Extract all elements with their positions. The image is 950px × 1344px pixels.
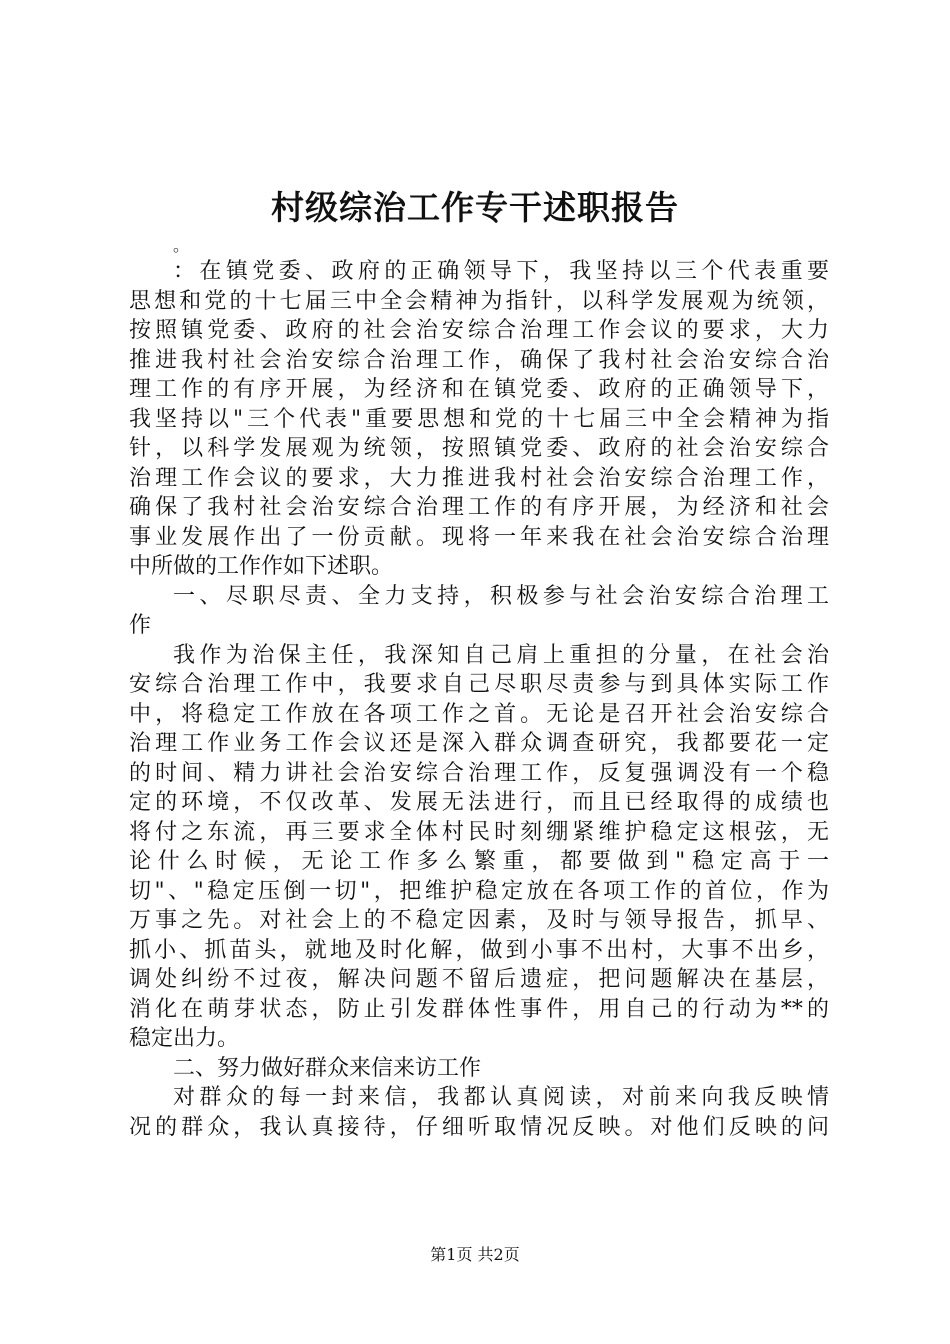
body-text-line: 调处纠纷不过夜，解决问题不留后遗症，把问题解决在基层，: [129, 967, 829, 992]
body-text-line: 中所做的工作作如下述职。: [129, 554, 394, 579]
body-text-line: 万事之先。对社会上的不稳定因素，及时与领导报告，抓早、: [129, 908, 829, 933]
body-text-line: 将付之东流，再三要求全体村民时刻绷紧维护稳定这根弦，无: [129, 819, 829, 845]
body-text-line: ：在镇党委、政府的正确领导下，我坚持以三个代表重要: [173, 259, 829, 284]
body-text-line: 思想和党的十七届三中全会精神为指针，以科学发展观为统领，: [129, 288, 829, 314]
body-text-line: 确保了我村社会治安综合治理工作的有序开展，为经济和社会: [129, 495, 829, 520]
body-text-line: 稳定出力。: [129, 1026, 240, 1051]
body-text-line: 中，将稳定工作放在各项工作之首。无论是召开社会治安综合: [129, 701, 829, 727]
body-text-line: 作: [129, 613, 152, 638]
body-text-line: 一、尽职尽责、全力支持，积极参与社会治安综合治理工: [173, 583, 829, 609]
body-text-line: 论什么时候，无论工作多么繁重，都要做到"稳定高于一: [129, 849, 829, 874]
body-text-line: 推进我村社会治安综合治理工作，确保了我村社会治安综合治: [129, 347, 829, 373]
document-title: 村级综治工作专干述职报告: [271, 188, 679, 227]
body-text-line: 消化在萌芽状态，防止引发群体性事件，用自己的行动为**的: [129, 996, 829, 1022]
body-text-line: 我坚持以"三个代表"重要思想和党的十七届三中全会精神为指: [129, 406, 829, 432]
body-text-line: 按照镇党委、政府的社会治安综合治理工作会议的要求，大力: [129, 318, 829, 343]
page-footer: 第1页 共2页: [430, 1245, 520, 1264]
body-text-line: 定的环境，不仅改革、发展无法进行，而且已经取得的成绩也: [129, 790, 829, 815]
body-text-line: 对群众的每一封来信，我都认真阅读，对前来向我反映情: [173, 1085, 829, 1110]
body-text-line: 治理工作业务工作会议还是深入群众调查研究，我都要花一定: [129, 731, 829, 756]
body-text-line: 治理工作会议的要求，大力推进我村社会治安综合治理工作，: [129, 465, 829, 491]
document-body: [129, 235, 829, 1142]
body-text-line: 切"、"稳定压倒一切"，把维护稳定放在各项工作的首位，作为: [129, 878, 829, 904]
body-text-line: 抓小、抓苗头，就地及时化解，做到小事不出村，大事不出乡，: [129, 937, 829, 963]
body-text-line: 针，以科学发展观为统领，按照镇党委、政府的社会治安综合: [129, 436, 829, 461]
body-text-line: 况的群众，我认真接待，仔细听取情况反映。对他们反映的问: [129, 1114, 829, 1140]
body-text-line: 安综合治理工作中，我要求自己尽职尽责参与到具体实际工作: [129, 672, 829, 697]
body-text-line: 事业发展作出了一份贡献。现将一年来我在社会治安综合治理: [129, 524, 829, 550]
body-text-line: 。: [173, 236, 190, 255]
body-text-line: 我作为治保主任，我深知自己肩上重担的分量，在社会治: [173, 642, 829, 668]
body-text-line: 的时间、精力讲社会治安综合治理工作，反复强调没有一个稳: [129, 760, 829, 786]
body-text-line: 二、努力做好群众来信来访工作: [173, 1055, 482, 1081]
body-text-line: 理工作的有序开展，为经济和在镇党委、政府的正确领导下，: [129, 377, 829, 402]
